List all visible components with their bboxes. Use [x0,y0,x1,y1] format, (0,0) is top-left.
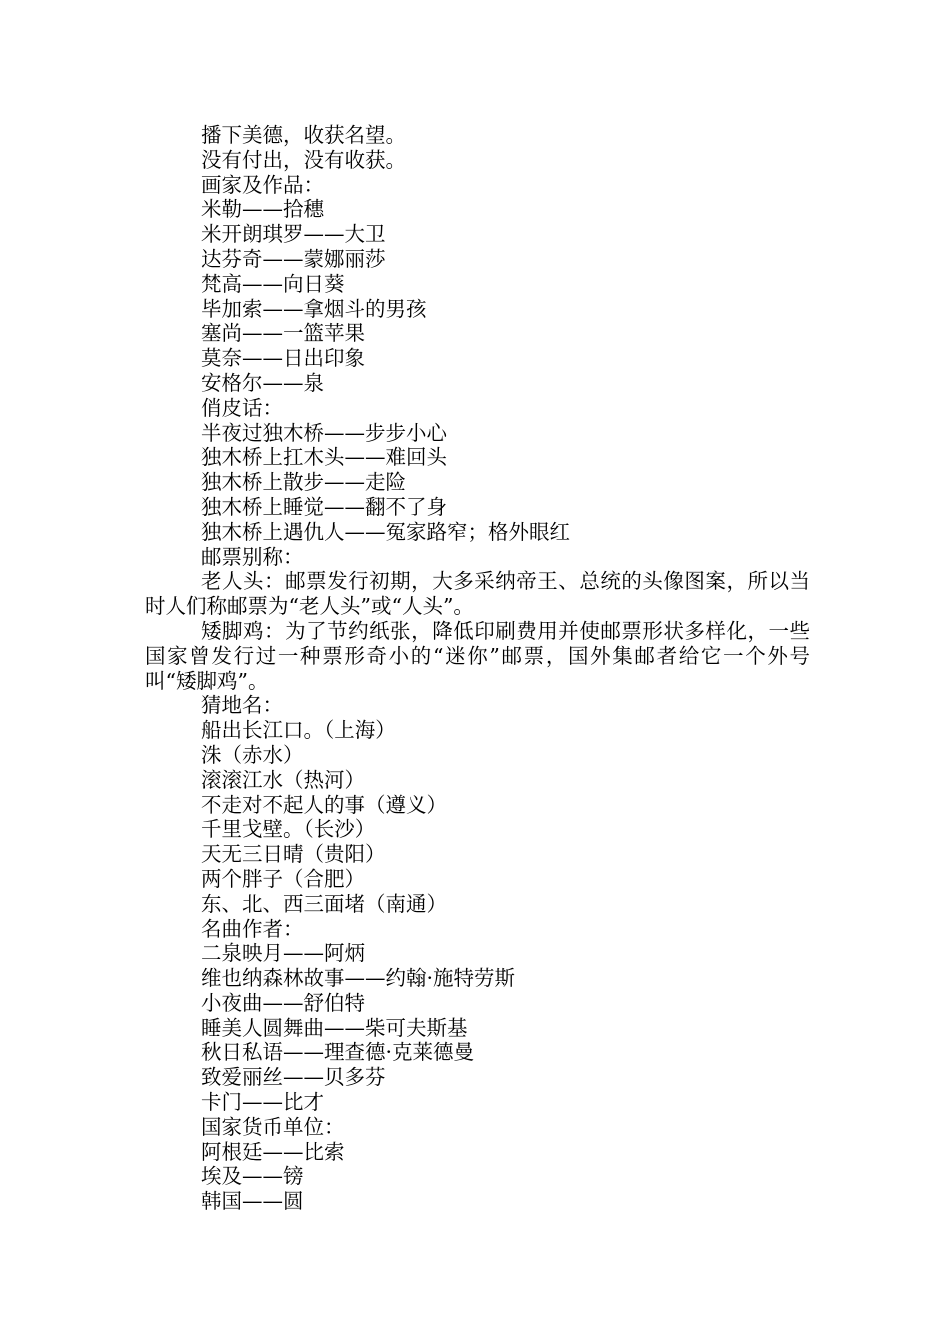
paragraph: 矮脚鸡：为了节约纸张，降低印刷费用并使邮票形状多样化，一些国家曾发行过一种票形奇小的“迷你”邮票，国外集邮者给它一个外号叫“矮脚鸡”。 [145,618,810,693]
list-item: 洙（赤水） [201,742,304,767]
list-item: 致爱丽丝——贝多芬 [201,1065,386,1090]
section-heading-stamps: 邮票别称： [201,544,304,569]
list-item: 莫奈——日出印象 [201,346,365,371]
list-item: 独木桥上睡觉——翻不了身 [201,494,447,519]
list-item: 东、北、西三面堵（南通） [201,891,447,916]
list-item: 梵高——向日葵 [201,271,345,296]
list-item: 天无三日晴（贵阳） [201,842,386,867]
list-item: 埃及——镑 [201,1164,304,1189]
list-item: 卡门——比才 [201,1090,324,1115]
list-item: 韩国——圆 [201,1189,304,1214]
text-line: 没有付出，没有收获。 [201,147,406,172]
section-heading-puns: 俏皮话： [201,395,283,420]
text-line: 播下美德，收获名望。 [201,123,406,147]
list-item: 安格尔——泉 [201,370,324,395]
section-heading-composers: 名曲作者： [201,916,304,941]
list-item: 维也纳森林故事——约翰·施特劳斯 [201,966,516,991]
list-item: 独木桥上散步——走险 [201,470,406,495]
list-item: 两个胖子（合肥） [201,866,365,891]
list-item: 阿根廷——比索 [201,1139,345,1164]
list-item: 半夜过独木桥——步步小心 [201,420,447,445]
list-item: 独木桥上扛木头——难回头 [201,445,447,470]
document-body [145,123,810,1214]
list-item: 米开朗琪罗——大卫 [201,222,386,247]
list-item: 独木桥上遇仇人——冤家路窄；格外眼红 [201,519,570,544]
list-item: 秋日私语——理查德·克莱德曼 [201,1040,475,1065]
list-item: 塞尚——一篮苹果 [201,321,365,346]
list-item: 毕加索——拿烟斗的男孩 [201,296,427,321]
list-item: 千里戈壁。（长沙） [201,817,376,842]
section-heading-place-riddles: 猜地名： [201,693,283,718]
list-item: 小夜曲——舒伯特 [201,990,365,1015]
list-item: 船出长江口。（上海） [201,718,396,743]
list-item: 睡美人圆舞曲——柴可夫斯基 [201,1015,468,1040]
paragraph: 老人头：邮票发行初期，大多采纳帝王、总统的头像图案，所以当时人们称邮票为“老人头”或“人头”。 [145,569,810,619]
list-item: 不走对不起人的事（遵义） [201,792,447,817]
section-heading-painters: 画家及作品： [201,172,324,197]
list-item: 二泉映月——阿炳 [201,941,365,966]
list-item: 达芬奇——蒙娜丽莎 [201,246,386,271]
list-item: 米勒——拾穗 [201,197,324,222]
list-item: 滚滚江水（热河） [201,767,365,792]
section-heading-currencies: 国家货币单位： [201,1114,345,1139]
